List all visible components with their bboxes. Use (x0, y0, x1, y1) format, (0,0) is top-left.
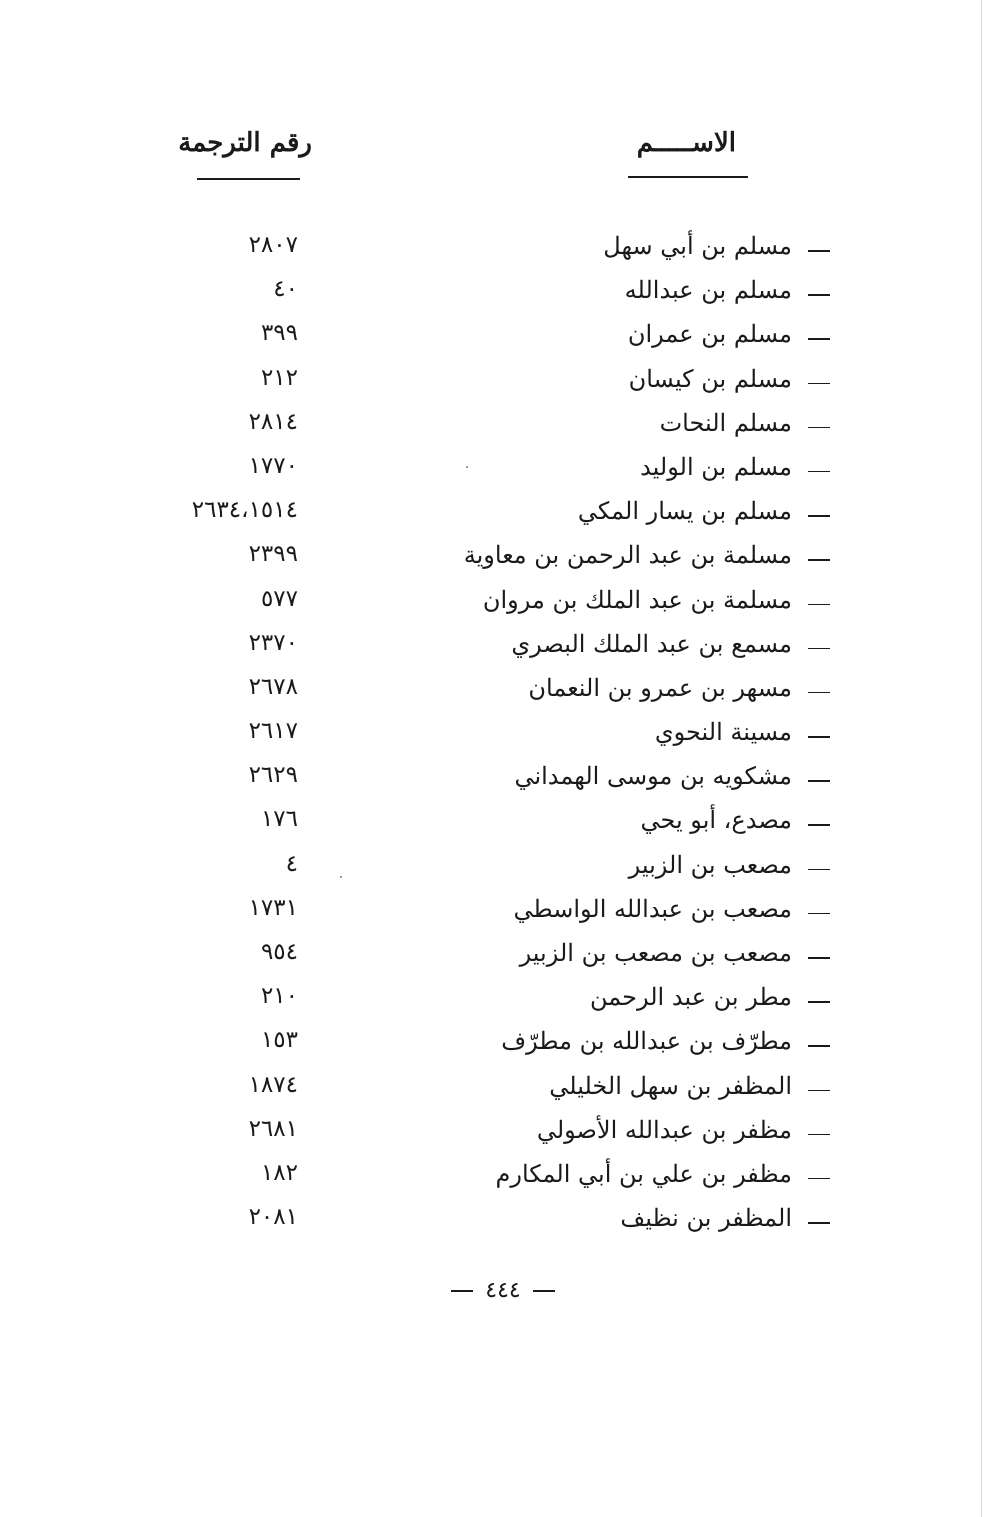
entry-name: مسلم بن عمران (627, 320, 792, 349)
entry-dash (808, 824, 830, 826)
number-column-header: رقم الترجمة (178, 128, 312, 158)
entry-name: مصعب بن عبدالله الواسطي (513, 894, 792, 923)
entry-number: ٢٦٧٨ (248, 673, 298, 700)
index-entry (0, 1202, 1006, 1246)
entry-name: مسلم بن يسار المكي (577, 497, 792, 526)
entry-dash (808, 427, 830, 429)
name-column-header: الاســـــم (636, 128, 736, 158)
entry-name: مسهر بن عمرو بن النعمان (528, 673, 792, 702)
entry-dash (808, 1134, 830, 1136)
entry-dash (808, 692, 830, 694)
entry-name: مصعب بن مصعب بن الزبير (519, 939, 792, 967)
entry-number: ٥٧٧ (260, 585, 298, 612)
entry-dash (808, 1045, 830, 1047)
index-entry (0, 495, 1006, 539)
entry-dash (808, 1178, 830, 1180)
index-entry (0, 1158, 1006, 1202)
entry-name: مسلم النحات (659, 408, 792, 437)
index-entry (0, 584, 1006, 628)
entry-dash (808, 515, 830, 517)
entry-name: المظفر بن سهل الخليلي (549, 1071, 792, 1100)
entry-name: مسلم بن الوليد (640, 452, 792, 481)
entry-number: ١٧٣١ (248, 894, 298, 921)
entry-name: المظفر بن نظيف (620, 1204, 792, 1233)
index-entry (0, 318, 1006, 362)
entry-dash (808, 471, 830, 473)
entry-name: مطر بن عبد الرحمن (590, 983, 792, 1012)
entry-number: ٤ (285, 850, 298, 877)
index-entry (0, 363, 1006, 407)
entry-number: ٣٩٩ (260, 320, 298, 347)
entry-dash (808, 736, 830, 738)
entry-name: مسلم بن عبدالله (624, 276, 792, 305)
number-header-underline (197, 178, 300, 180)
index-entry (0, 628, 1006, 672)
entry-name: مصدع، أبو يحي (640, 806, 792, 835)
index-entry (0, 1025, 1006, 1069)
entry-dash (808, 294, 830, 296)
entry-dash (808, 780, 830, 782)
scan-speck (466, 466, 468, 468)
index-entry (0, 937, 1006, 981)
entry-dash (808, 1090, 830, 1092)
entry-name: مشكويه بن موسى الهمداني (514, 762, 792, 791)
entry-dash (808, 1001, 830, 1003)
entry-dash (808, 604, 830, 606)
index-entry (0, 893, 1006, 937)
name-header-underline (628, 176, 748, 178)
entry-name: مظفر بن علي بن أبي المكارم (495, 1159, 792, 1188)
index-entry (0, 274, 1006, 318)
entry-dash (808, 648, 830, 650)
entry-name: مسينة النحوي (654, 718, 792, 747)
entry-name: مسلم بن أبي سهل (603, 232, 792, 260)
entry-dash (808, 1222, 830, 1224)
index-entry (0, 981, 1006, 1025)
index-entry (0, 672, 1006, 716)
page-footer (0, 1278, 1006, 1303)
entry-dash (808, 559, 830, 561)
entry-number: ٢٨٠٧ (248, 232, 298, 258)
entry-name: مصعب بن الزبير (628, 850, 792, 879)
entry-name: مظفر بن عبدالله الأصولي (536, 1115, 792, 1144)
index-entry (0, 804, 1006, 848)
entry-number: ١٨٧٤ (248, 1071, 298, 1098)
entry-number: ٢١٢ (260, 364, 298, 391)
index-entry (0, 451, 1006, 495)
entry-dash (808, 869, 830, 871)
entry-dash (808, 913, 830, 915)
footer-dash-right (533, 1290, 555, 1292)
entry-dash (808, 338, 830, 340)
index-entry (0, 407, 1006, 451)
entry-dash (808, 957, 830, 959)
entry-dash (808, 383, 830, 385)
index-entry (0, 539, 1006, 583)
entry-number: ٢٨١٤ (248, 408, 298, 435)
entry-number: ١٨٢ (260, 1159, 298, 1186)
entry-number: ٢٦٨١ (248, 1115, 298, 1142)
entry-name: مسلمة بن عبد الرحمن بن معاوية (463, 541, 792, 570)
entry-number: ١٧٦ (260, 806, 298, 833)
entry-name: مسمع بن عبد الملك البصري (511, 629, 792, 658)
entry-number: ١٥٣ (260, 1027, 298, 1054)
entry-number: ٤٠ (273, 276, 298, 303)
entry-number: ٢٦٣٤،١٥١٤ (191, 497, 298, 524)
footer-dash-left (451, 1290, 473, 1292)
entry-name: مسلم بن كيسان (628, 364, 792, 393)
index-entry (0, 760, 1006, 804)
scan-speck (340, 876, 342, 878)
entry-number: ١٧٧٠ (248, 452, 298, 479)
entry-number: ٢٦٢٩ (248, 762, 298, 789)
entry-name: مطرّف بن عبدالله بن مطرّف (501, 1027, 792, 1056)
entry-number: ٢٠٨١ (248, 1204, 298, 1231)
index-entry (0, 849, 1006, 893)
index-entry (0, 1114, 1006, 1158)
index-entry (0, 716, 1006, 760)
entry-number: ٢١٠ (260, 983, 298, 1010)
entry-number: ٩٥٤ (260, 939, 298, 965)
index-entry (0, 230, 1006, 274)
entry-number: ٢٣٩٩ (248, 541, 298, 568)
entry-name: مسلمة بن عبد الملك بن مروان (482, 585, 792, 614)
index-entry (0, 1070, 1006, 1114)
entry-number: ٢٦١٧ (248, 718, 298, 745)
page-number: ٤٤٤ (485, 1278, 521, 1303)
index-entries (0, 230, 1006, 1246)
entry-number: ٢٣٧٠ (248, 629, 298, 656)
entry-dash (808, 250, 830, 252)
